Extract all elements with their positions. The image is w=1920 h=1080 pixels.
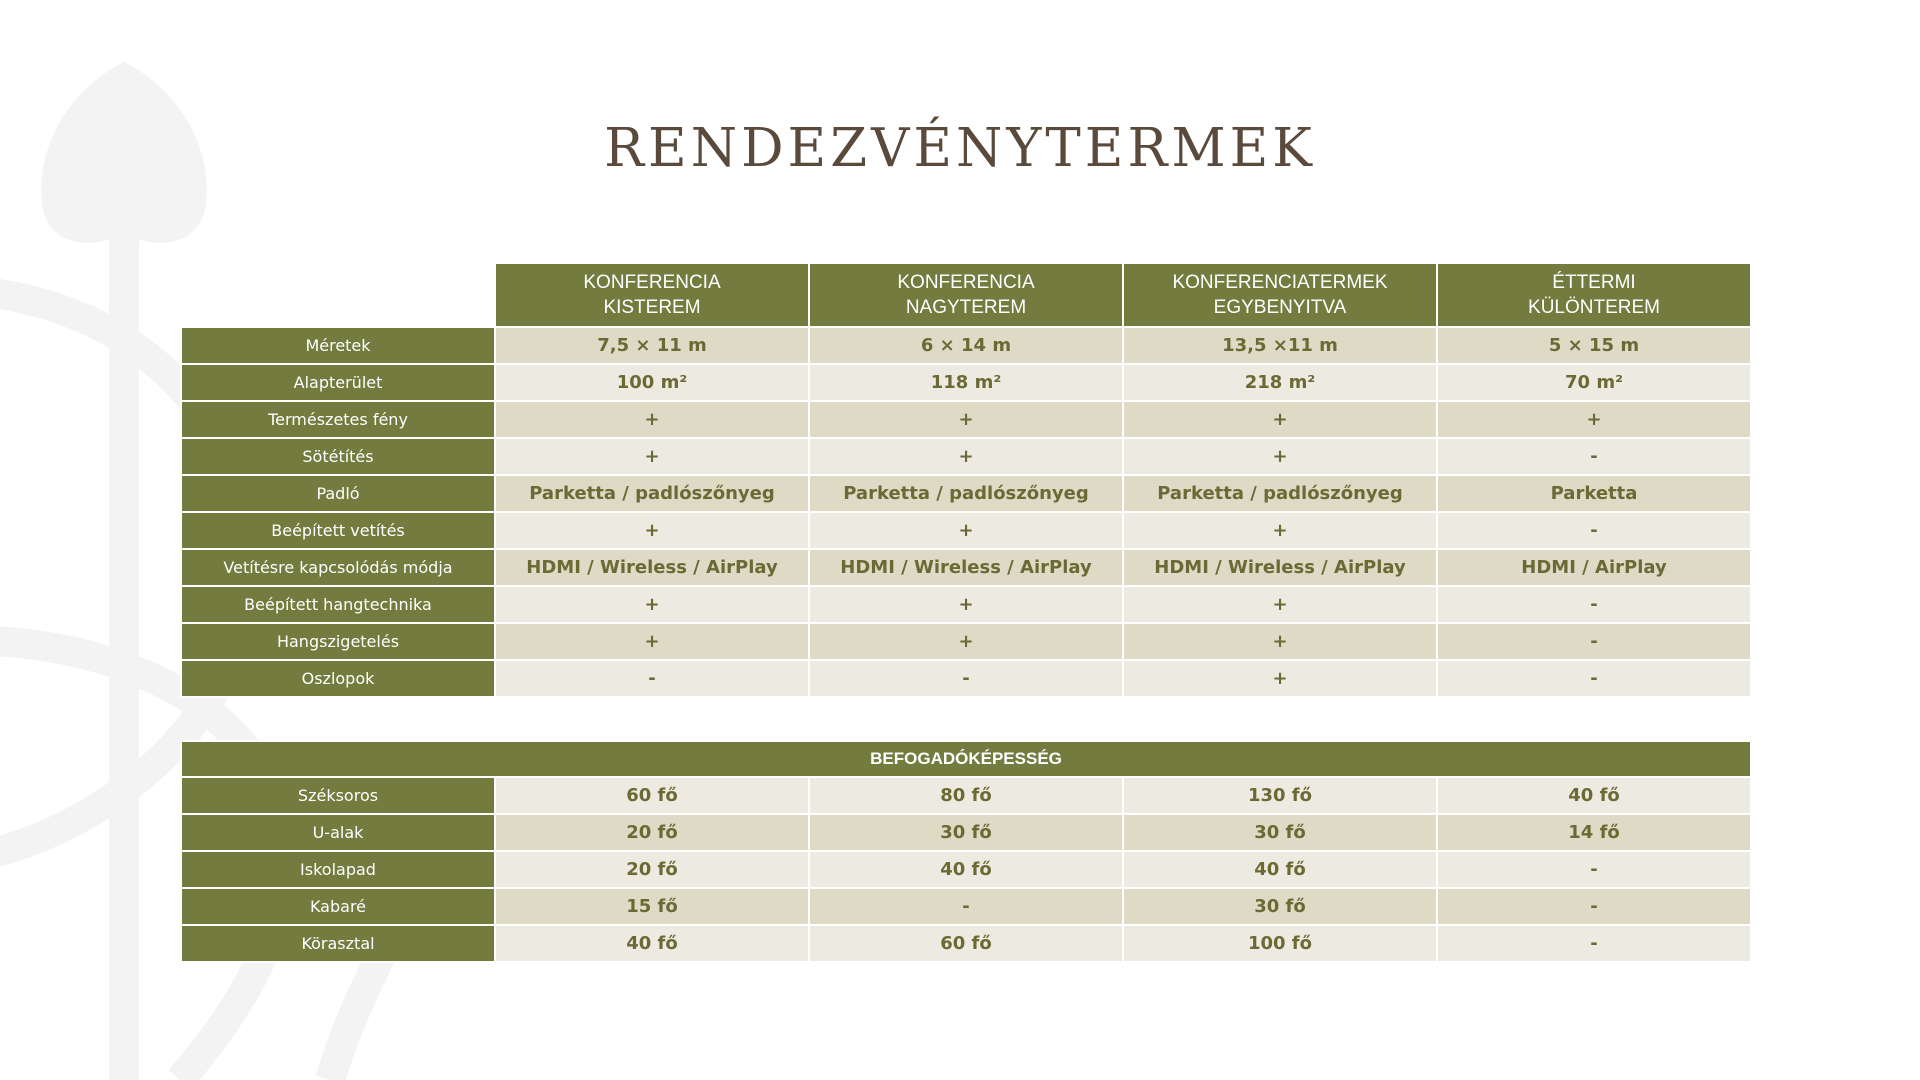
table-row bbox=[181, 777, 1751, 814]
value-cell: 100 fő bbox=[1123, 925, 1437, 962]
value-cell: - bbox=[1437, 586, 1751, 623]
value-cell: 130 fő bbox=[1123, 777, 1437, 814]
value-cell: 40 fő bbox=[1437, 777, 1751, 814]
row-label: Természetes fény bbox=[181, 401, 495, 438]
value-cell: - bbox=[809, 660, 1123, 697]
room-header bbox=[1123, 263, 1437, 327]
value-cell: + bbox=[809, 623, 1123, 660]
table-row bbox=[181, 438, 1751, 475]
table-row bbox=[181, 660, 1751, 697]
value-cell: 100 m² bbox=[495, 364, 809, 401]
value-cell: 40 fő bbox=[495, 925, 809, 962]
table-row bbox=[181, 925, 1751, 962]
value-cell: + bbox=[809, 401, 1123, 438]
value-cell: + bbox=[809, 438, 1123, 475]
value-cell: HDMI / Wireless / AirPlay bbox=[495, 549, 809, 586]
value-cell: 7,5 × 11 m bbox=[495, 327, 809, 364]
value-cell: HDMI / Wireless / AirPlay bbox=[1123, 549, 1437, 586]
value-cell: - bbox=[1437, 438, 1751, 475]
value-cell: Parketta / padlószőnyeg bbox=[495, 475, 809, 512]
room-header-line: KONFERENCIATERMEK bbox=[1172, 272, 1388, 293]
room-header bbox=[495, 263, 809, 327]
room-header bbox=[809, 263, 1123, 327]
row-label: Oszlopok bbox=[181, 660, 495, 697]
room-header-line: EGYBENYITVA bbox=[1213, 297, 1347, 318]
row-label: Széksoros bbox=[181, 777, 495, 814]
value-cell: + bbox=[495, 586, 809, 623]
table-row bbox=[181, 814, 1751, 851]
value-cell: 13,5 ×11 m bbox=[1123, 327, 1437, 364]
value-cell: 118 m² bbox=[809, 364, 1123, 401]
value-cell: - bbox=[1437, 888, 1751, 925]
row-label: Beépített vetítés bbox=[181, 512, 495, 549]
value-cell: + bbox=[495, 512, 809, 549]
value-cell: + bbox=[809, 512, 1123, 549]
table-row bbox=[181, 586, 1751, 623]
row-label: Alapterület bbox=[181, 364, 495, 401]
table-row bbox=[181, 475, 1751, 512]
value-cell: 20 fő bbox=[495, 851, 809, 888]
table-row bbox=[181, 851, 1751, 888]
value-cell: 5 × 15 m bbox=[1437, 327, 1751, 364]
value-cell: 30 fő bbox=[1123, 888, 1437, 925]
capacity-section-header: BEFOGADÓKÉPESSÉG bbox=[181, 741, 1751, 777]
value-cell: + bbox=[1123, 401, 1437, 438]
room-header-line: KONFERENCIA bbox=[583, 272, 721, 293]
value-cell: + bbox=[1123, 660, 1437, 697]
room-features-table bbox=[180, 262, 1752, 698]
value-cell: 14 fő bbox=[1437, 814, 1751, 851]
value-cell: - bbox=[1437, 623, 1751, 660]
value-cell: Parketta / padlószőnyeg bbox=[809, 475, 1123, 512]
value-cell: 70 m² bbox=[1437, 364, 1751, 401]
capacity-table bbox=[180, 740, 1752, 963]
table-row bbox=[181, 512, 1751, 549]
value-cell: HDMI / Wireless / AirPlay bbox=[809, 549, 1123, 586]
value-cell: + bbox=[1437, 401, 1751, 438]
row-label: Beépített hangtechnika bbox=[181, 586, 495, 623]
room-header bbox=[1437, 263, 1751, 327]
value-cell: 40 fő bbox=[809, 851, 1123, 888]
value-cell: HDMI / AirPlay bbox=[1437, 549, 1751, 586]
value-cell: 218 m² bbox=[1123, 364, 1437, 401]
table-row bbox=[181, 401, 1751, 438]
row-label: Kabaré bbox=[181, 888, 495, 925]
value-cell: + bbox=[1123, 586, 1437, 623]
value-cell: Parketta bbox=[1437, 475, 1751, 512]
row-label: Méretek bbox=[181, 327, 495, 364]
room-header-line: NAGYTEREM bbox=[905, 297, 1027, 318]
value-cell: 60 fő bbox=[809, 925, 1123, 962]
value-cell: 80 fő bbox=[809, 777, 1123, 814]
row-label: Sötétítés bbox=[181, 438, 495, 475]
row-label: Iskolapad bbox=[181, 851, 495, 888]
value-cell: + bbox=[1123, 623, 1437, 660]
value-cell: 30 fő bbox=[1123, 814, 1437, 851]
value-cell: + bbox=[495, 623, 809, 660]
value-cell: 60 fő bbox=[495, 777, 809, 814]
value-cell: - bbox=[495, 660, 809, 697]
room-header-line: KONFERENCIA bbox=[897, 272, 1035, 293]
value-cell: - bbox=[809, 888, 1123, 925]
page-title: RENDEZVÉNYTERMEK bbox=[604, 118, 1316, 179]
value-cell: + bbox=[1123, 438, 1437, 475]
room-header-line: KISTEREM bbox=[603, 297, 701, 318]
value-cell: - bbox=[1437, 660, 1751, 697]
room-header-line: ÉTTERMI bbox=[1552, 272, 1636, 293]
value-cell: + bbox=[1123, 512, 1437, 549]
row-label: U-alak bbox=[181, 814, 495, 851]
row-label: Padló bbox=[181, 475, 495, 512]
value-cell: - bbox=[1437, 851, 1751, 888]
room-header-line: KÜLÖNTEREM bbox=[1528, 297, 1660, 318]
value-cell: + bbox=[809, 586, 1123, 623]
table-row bbox=[181, 888, 1751, 925]
value-cell: + bbox=[495, 401, 809, 438]
value-cell: 6 × 14 m bbox=[809, 327, 1123, 364]
value-cell: 20 fő bbox=[495, 814, 809, 851]
value-cell: Parketta / padlószőnyeg bbox=[1123, 475, 1437, 512]
table-row bbox=[181, 364, 1751, 401]
value-cell: - bbox=[1437, 512, 1751, 549]
row-label: Vetítésre kapcsolódás módja bbox=[181, 549, 495, 586]
row-label: Hangszigetelés bbox=[181, 623, 495, 660]
value-cell: 30 fő bbox=[809, 814, 1123, 851]
row-label: Körasztal bbox=[181, 925, 495, 962]
value-cell: 40 fő bbox=[1123, 851, 1437, 888]
value-cell: - bbox=[1437, 925, 1751, 962]
value-cell: + bbox=[495, 438, 809, 475]
table-row bbox=[181, 623, 1751, 660]
value-cell: 15 fő bbox=[495, 888, 809, 925]
table-corner bbox=[181, 263, 495, 327]
table-row bbox=[181, 549, 1751, 586]
table-row bbox=[181, 327, 1751, 364]
